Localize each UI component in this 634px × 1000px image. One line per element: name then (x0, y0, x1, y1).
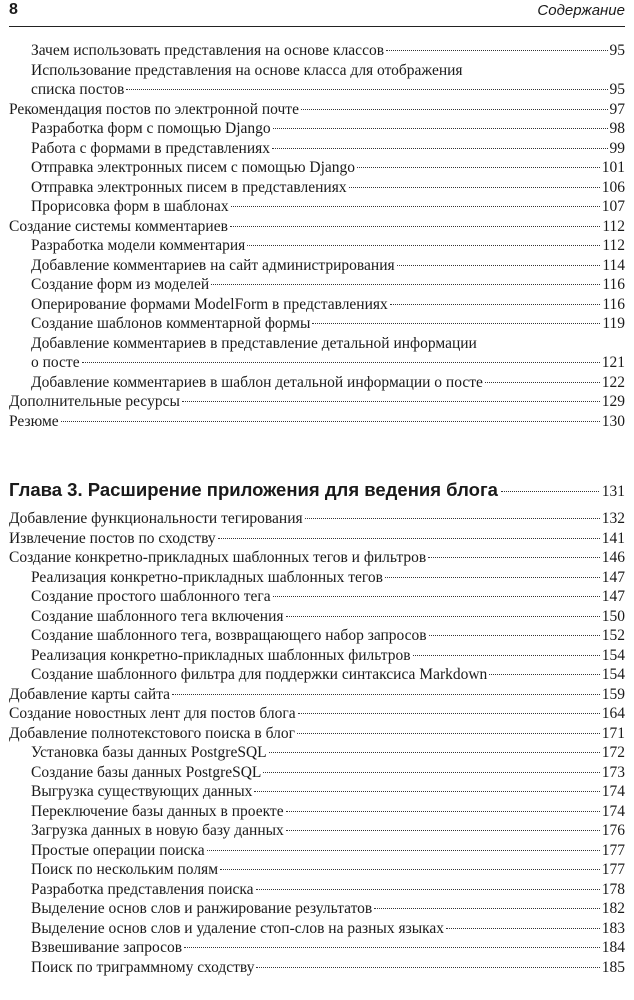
toc-entry-title: Создание шаблонов комментарной формы (31, 315, 311, 332)
toc-entry-subsection (9, 646, 625, 666)
toc-entry-title: Создание базы данных PostgreSQL (31, 763, 262, 781)
toc-entry-title: Добавление функциональности тегирования (9, 510, 303, 527)
toc-entry-subsection (9, 626, 625, 646)
toc-entry-title: Создание новостных лент для постов блога (9, 705, 296, 722)
toc-entry-title: Взвешивание запросов (31, 939, 183, 956)
dot-leader (386, 50, 607, 51)
toc-entry-title: Разработка форм с помощью Django (31, 120, 271, 137)
toc-entry-title: Добавление комментариев в шаблон детальной информации о посте (31, 373, 483, 391)
toc-entry-title: Создание простого шаблонного тега (31, 588, 271, 605)
toc-entry-page: 171 (601, 724, 625, 742)
toc-entry-title: Поиск по нескольким полям (31, 861, 218, 878)
page-header (9, 0, 625, 27)
toc-entry-subsection (9, 841, 625, 861)
toc-entry-subsection (9, 568, 625, 588)
toc-entry-title: Рекомендация постов по электронной почте (9, 100, 299, 118)
toc-entry-page: 130 (601, 412, 625, 430)
dot-leader (305, 518, 600, 519)
toc-entry-title: Простые операции поиска (31, 841, 205, 859)
toc-entry-page: 174 (601, 802, 625, 820)
toc-entry-subsection (9, 295, 625, 315)
dot-leader (82, 362, 600, 363)
dot-leader (286, 811, 600, 812)
toc-entry-page: 152 (601, 627, 625, 644)
dot-leader (397, 265, 601, 266)
dot-leader (272, 148, 608, 149)
toc-entry-page: 164 (601, 705, 625, 722)
dot-leader (428, 557, 600, 558)
toc-entry-title: Добавление полнотекстового поиска в блог (9, 724, 295, 742)
toc-entry-section (9, 412, 625, 432)
dot-leader (385, 577, 600, 578)
toc-section-chapter-2 (9, 41, 625, 431)
toc-entry-title: Установка базы данных PostgreSQL (31, 744, 267, 761)
toc-entry-subsection (9, 587, 625, 607)
dot-leader (298, 713, 600, 714)
toc-entry-page: 159 (601, 685, 625, 703)
toc-entry-subsection (9, 236, 625, 256)
toc-entry-title: Поиск по триграммному сходству (31, 958, 255, 976)
dot-leader (413, 655, 600, 656)
dot-leader (349, 187, 600, 188)
toc-entry-title: Отправка электронных писем в представлениях (31, 178, 347, 196)
toc-entry-subsection (9, 802, 625, 822)
chapter-title: Глава 3. Расширение приложения для ведения блога (9, 479, 498, 500)
toc-entry-title: Извлечение постов по сходству (9, 529, 216, 547)
toc-entry-title: Оперирование формами ModelForm в представлениях (31, 295, 388, 313)
toc-entry-page: 116 (602, 276, 625, 293)
toc-entry-title: Выделение основ слов и удаление стоп-слов на разных языках (31, 919, 445, 937)
running-title: Содержание (537, 2, 625, 19)
dot-leader (390, 304, 601, 305)
dot-leader (446, 928, 600, 929)
dot-leader (286, 616, 600, 617)
toc-entry-page: 174 (601, 783, 625, 800)
toc-entry-page: 185 (601, 958, 625, 976)
toc-entry-subsection (9, 353, 625, 373)
dot-leader (374, 908, 600, 909)
dot-leader (273, 128, 608, 129)
toc-entry-title: Выгрузка существующих данных (31, 783, 253, 800)
toc-entry-title: Разработка модели комментария (31, 237, 246, 254)
toc-entry-subsection (9, 197, 625, 217)
toc-entry-title: Загрузка данных в новую базу данных (31, 822, 284, 839)
toc-entry-title: Создание шаблонного тега, возвращающего набор запросов (31, 627, 427, 644)
dot-leader (211, 284, 600, 285)
toc-entry-subsection (9, 119, 625, 139)
toc-entry-subsection (9, 958, 625, 978)
toc-entry-page: 154 (601, 666, 625, 683)
toc-entry-subsection (9, 275, 625, 295)
toc-entry-title: Переключение базы данных в проекте (31, 802, 284, 820)
toc-entry-page: 101 (601, 159, 625, 176)
toc-entry-page: 129 (601, 393, 625, 410)
toc-entry-subsection (9, 607, 625, 627)
toc-entry-title: Реализация конкретно-прикладных шаблонных тегов (31, 568, 383, 586)
toc-entry-title: Выделение основ слов и ранжирование результатов (31, 900, 373, 917)
toc-entry-page: 184 (601, 939, 625, 956)
dot-leader (61, 421, 600, 422)
toc-entry-subsection (9, 178, 625, 198)
toc-entry-title: о посте (31, 354, 80, 371)
toc-entry-section (9, 100, 625, 120)
dot-leader (231, 206, 600, 207)
toc-entry-subsection (9, 743, 625, 763)
toc-entry-page: 97 (609, 100, 625, 118)
dot-leader (256, 889, 600, 890)
toc-entry-page: 182 (601, 900, 625, 917)
toc-entry-title: Работа с формами в представлениях (31, 139, 270, 157)
toc-entry-title: Создание шаблонного фильтра для поддержки синтаксиса Markdown (31, 666, 488, 683)
toc-entry-section (9, 548, 625, 568)
toc-entry-page: 150 (601, 607, 625, 625)
dot-leader (256, 967, 599, 968)
toc-entry-section (9, 704, 625, 724)
chapter-page: 131 (601, 483, 625, 500)
toc-entry-subsection (9, 256, 625, 276)
toc-entry-page: 95 (609, 42, 625, 59)
toc-entry-section (9, 724, 625, 744)
toc-entry-section (9, 509, 625, 529)
toc-entry-page: 132 (601, 510, 625, 527)
dot-leader (263, 772, 599, 773)
toc-entry-title: Зачем использовать представления на основе классов (31, 42, 385, 59)
toc-entry-page: 112 (602, 237, 625, 254)
toc-entry-title: Резюме (9, 412, 59, 430)
dot-leader (273, 596, 600, 597)
toc-entry-page: 121 (601, 354, 625, 371)
toc-entry-subsection (9, 899, 625, 919)
dot-leader (184, 947, 600, 948)
toc-entry-subsection (9, 80, 625, 100)
toc-entry-page: 172 (601, 744, 625, 761)
toc-entry-subsection (9, 665, 625, 685)
dot-leader (485, 382, 600, 383)
toc-entry-title: Создание форм из моделей (31, 276, 210, 293)
toc-entry-page: 177 (601, 861, 625, 878)
toc-entry-subsection (9, 782, 625, 802)
dot-leader (297, 733, 600, 734)
dot-leader (286, 830, 600, 831)
dot-leader (182, 401, 600, 402)
toc-entry-subsection (9, 860, 625, 880)
toc-entry-page: 99 (609, 139, 625, 157)
toc-entry-title: Отправка электронных писем с помощью Django (31, 159, 356, 176)
dot-leader (254, 791, 599, 792)
toc-entry-page: 147 (601, 568, 625, 586)
chapter-heading (9, 479, 625, 505)
toc-entry-section (9, 392, 625, 412)
toc-entry-subsection (9, 314, 625, 334)
dot-leader (429, 635, 600, 636)
toc-entry-page: 183 (601, 919, 625, 937)
toc-entry-title: Создание системы комментариев (9, 217, 228, 235)
toc-entry-page: 107 (601, 198, 625, 215)
toc-section-chapter-3 (9, 509, 625, 977)
toc-entry-page: 122 (601, 373, 625, 391)
toc-entry-section (9, 217, 625, 237)
toc-entry-subsection (9, 821, 625, 841)
toc-entry-page: 177 (601, 841, 625, 859)
toc-entry-title: Дополнительные ресурсы (9, 393, 180, 410)
dot-leader (220, 869, 600, 870)
toc-entry-subsection (9, 880, 625, 900)
toc-entry-page: 147 (601, 588, 625, 605)
toc-entry-title: Реализация конкретно-прикладных шаблонных фильтров (31, 646, 411, 664)
toc-entry-subsection (9, 139, 625, 159)
toc-entry-title: Разработка представления поиска (31, 880, 254, 898)
toc-entry-subsection (9, 41, 625, 61)
toc-entry-section (9, 685, 625, 705)
toc-entry-section (9, 529, 625, 549)
dot-leader (207, 850, 600, 851)
toc-entry-page: 178 (601, 880, 625, 898)
toc-entry-title: Создание конкретно-прикладных шаблонных тегов и фильтров (9, 549, 427, 566)
toc-entry-page: 112 (602, 217, 625, 235)
toc-entry-subsection (9, 763, 625, 783)
toc-entry-page: 176 (601, 822, 625, 839)
toc-entry-page: 114 (602, 256, 625, 274)
toc-entry-page: 141 (601, 529, 625, 547)
dot-leader (247, 245, 600, 246)
dot-leader (312, 323, 600, 324)
toc-entry-subsection (9, 938, 625, 958)
toc-entry-page: 173 (601, 763, 625, 781)
dot-leader (301, 109, 608, 110)
toc-entry-title: Создание шаблонного тега включения (31, 607, 284, 625)
dot-leader (357, 167, 600, 168)
toc-entry-page: 146 (601, 549, 625, 566)
toc-entry-subsection (9, 373, 625, 393)
toc-entry-page: 119 (602, 315, 625, 332)
dot-leader (172, 694, 600, 695)
toc-entry-title-line1: Использование представления на основе класса для отображения (31, 61, 463, 79)
toc-entry-subsection (9, 919, 625, 939)
dot-leader (269, 752, 600, 753)
toc-entry-title: Добавление карты сайта (9, 685, 171, 703)
toc-entry-page: 95 (609, 81, 625, 98)
dot-leader (501, 491, 599, 492)
toc-entry-page: 154 (601, 646, 625, 664)
page-number: 8 (9, 1, 18, 18)
toc-entry-page: 98 (609, 120, 625, 137)
toc-entry-page: 116 (602, 295, 625, 313)
toc-entry-title: Добавление комментариев на сайт администрирования (31, 256, 395, 274)
toc-entry-title: списка постов (31, 81, 125, 98)
toc-entry-title: Прорисовка форм в шаблонах (31, 198, 229, 215)
dot-leader (230, 226, 600, 227)
dot-leader (218, 538, 600, 539)
dot-leader (489, 674, 599, 675)
dot-leader (126, 89, 607, 90)
toc-entry-subsection (9, 158, 625, 178)
toc-entry-title-line1: Добавление комментариев в представление детальной информации (31, 334, 477, 352)
toc-entry-page: 106 (601, 178, 625, 196)
